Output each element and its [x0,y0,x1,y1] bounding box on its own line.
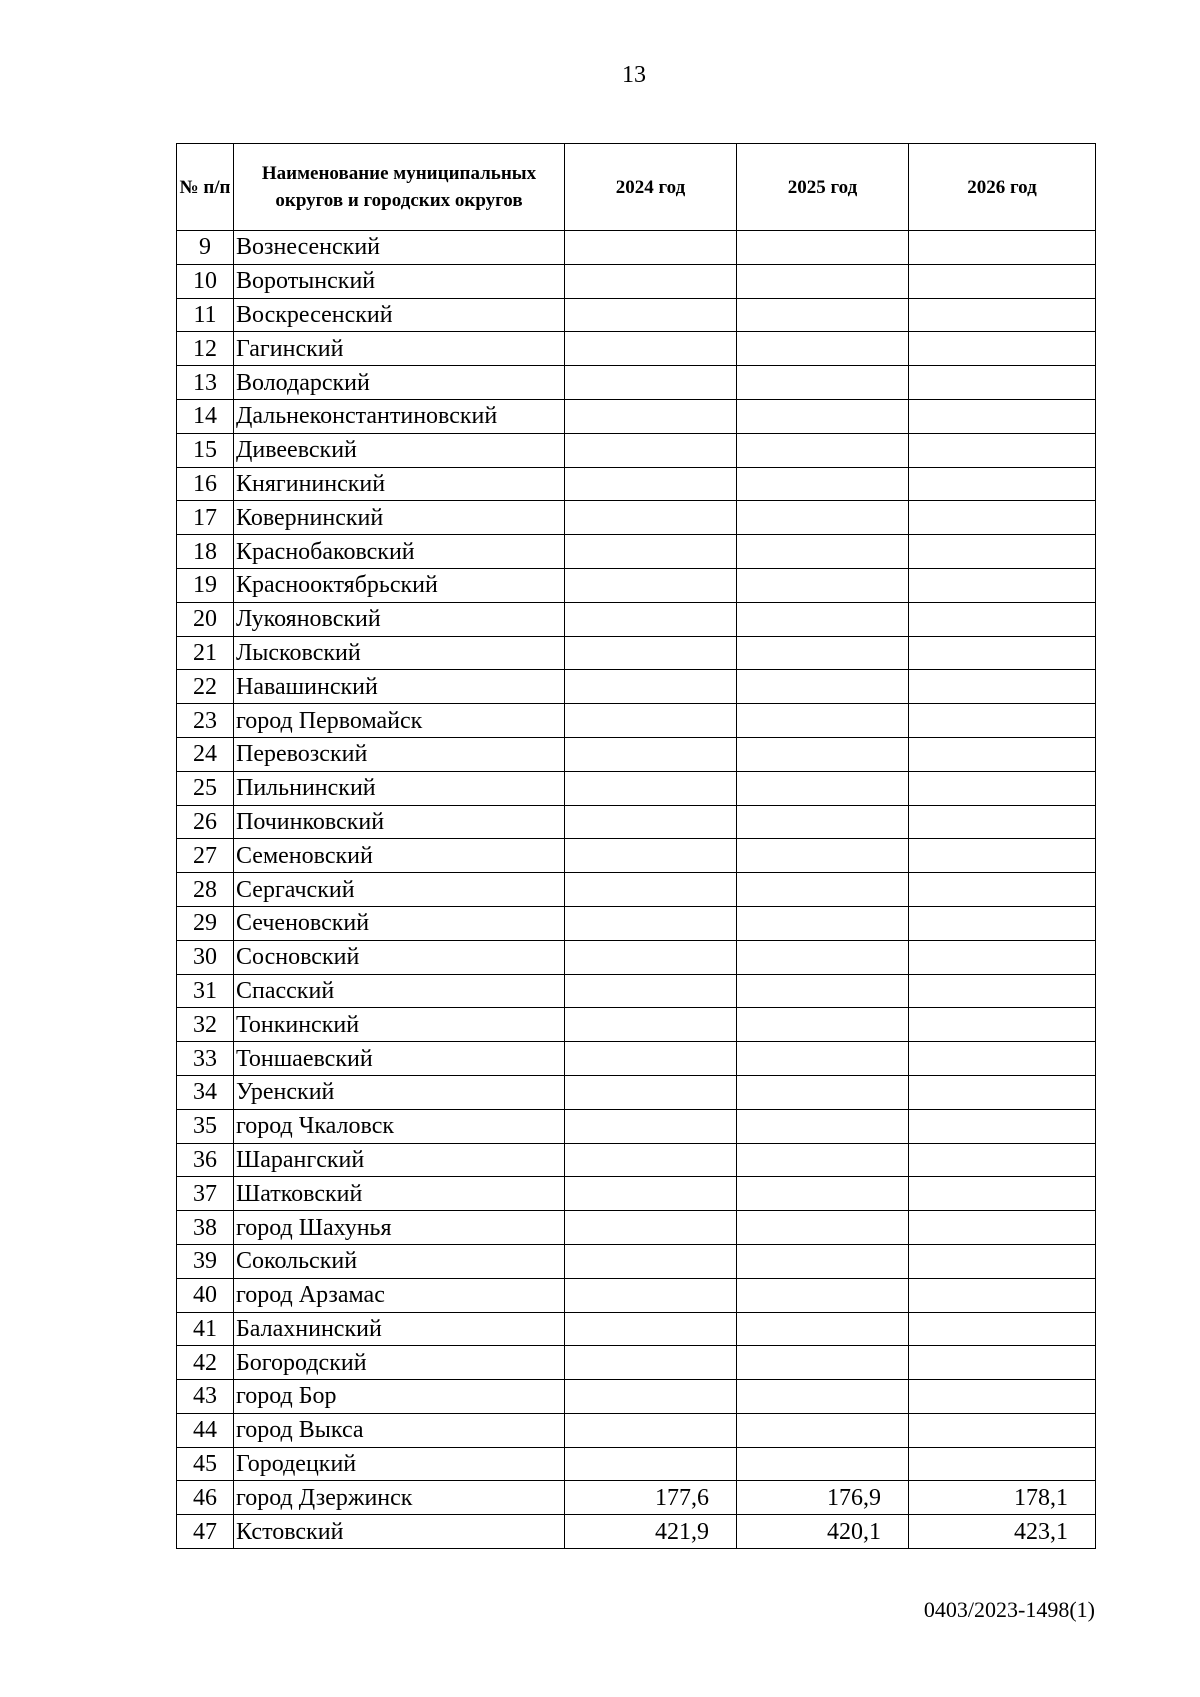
value-2025 [737,670,909,704]
value-2026: 423,1 [909,1515,1096,1549]
table-row [177,1413,1096,1447]
value-2026 [909,1109,1096,1143]
allocation-table [176,143,1096,1549]
value-2025 [737,974,909,1008]
value-2025 [737,839,909,873]
value-2025 [737,433,909,467]
row-number: 11 [177,298,234,332]
municipality-name: Воскресенский [234,298,565,332]
value-2026 [909,264,1096,298]
table-row [177,467,1096,501]
municipality-name: Сергачский [234,873,565,907]
value-2026 [909,1413,1096,1447]
value-2024 [565,704,737,738]
row-number: 20 [177,602,234,636]
value-2025 [737,1109,909,1143]
value-2025 [737,1177,909,1211]
value-2024 [565,1278,737,1312]
row-number: 38 [177,1211,234,1245]
value-2025 [737,704,909,738]
value-2026 [909,1177,1096,1211]
value-2024 [565,568,737,602]
municipality-name: город Дзержинск [234,1481,565,1515]
value-2024 [565,906,737,940]
table-row [177,737,1096,771]
municipality-name: Пильнинский [234,771,565,805]
table-body [177,231,1096,1549]
row-number: 27 [177,839,234,873]
value-2024 [565,1244,737,1278]
value-2024 [565,1380,737,1414]
value-2026 [909,467,1096,501]
municipality-name: Сокольский [234,1244,565,1278]
value-2024: 421,9 [565,1515,737,1549]
table-row [177,231,1096,265]
value-2025 [737,264,909,298]
value-2026 [909,399,1096,433]
row-number: 9 [177,231,234,265]
value-2026 [909,433,1096,467]
header-name: Наименование муниципальных округов и городских округов [234,144,565,231]
value-2026 [909,1447,1096,1481]
value-2024 [565,1008,737,1042]
table-row [177,906,1096,940]
table-row [177,535,1096,569]
row-number: 31 [177,974,234,1008]
table-row [177,1143,1096,1177]
row-number: 12 [177,332,234,366]
value-2026 [909,231,1096,265]
table-row [177,1278,1096,1312]
value-2025 [737,1380,909,1414]
municipality-name: город Шахунья [234,1211,565,1245]
header-2026: 2026 год [909,144,1096,231]
value-2026 [909,332,1096,366]
value-2024 [565,940,737,974]
row-number: 19 [177,568,234,602]
row-number: 34 [177,1075,234,1109]
municipality-name: Починковский [234,805,565,839]
table-row [177,1346,1096,1380]
row-number: 29 [177,906,234,940]
table-row [177,1008,1096,1042]
value-2025 [737,805,909,839]
value-2024 [565,433,737,467]
municipality-name: Краснобаковский [234,535,565,569]
value-2025 [737,873,909,907]
page-number: 13 [622,62,646,88]
table-row [177,670,1096,704]
value-2024 [565,231,737,265]
municipality-name: Шарангский [234,1143,565,1177]
row-number: 13 [177,366,234,400]
row-number: 24 [177,737,234,771]
value-2026 [909,1042,1096,1076]
table-row [177,1211,1096,1245]
value-2026 [909,1312,1096,1346]
header-2025: 2025 год [737,144,909,231]
municipality-name: Тонкинский [234,1008,565,1042]
value-2024 [565,1177,737,1211]
row-number: 47 [177,1515,234,1549]
value-2026 [909,771,1096,805]
value-2025 [737,771,909,805]
row-number: 23 [177,704,234,738]
value-2024: 177,6 [565,1481,737,1515]
table-row [177,1380,1096,1414]
municipality-name: Княгининский [234,467,565,501]
value-2026 [909,704,1096,738]
table-row [177,1515,1096,1549]
municipality-name: Семеновский [234,839,565,873]
table-row [177,1312,1096,1346]
row-number: 30 [177,940,234,974]
row-number: 42 [177,1346,234,1380]
municipality-name: Ковернинский [234,501,565,535]
value-2026 [909,366,1096,400]
municipality-name: Лысковский [234,636,565,670]
row-number: 39 [177,1244,234,1278]
value-2024 [565,670,737,704]
value-2025 [737,501,909,535]
value-2025 [737,602,909,636]
table-row [177,366,1096,400]
municipality-name: Вознесенский [234,231,565,265]
row-number: 44 [177,1413,234,1447]
value-2026 [909,602,1096,636]
municipality-name: Перевозский [234,737,565,771]
municipality-name: Богородский [234,1346,565,1380]
value-2025 [737,332,909,366]
value-2025 [737,1211,909,1245]
value-2024 [565,1312,737,1346]
municipality-name: город Первомайск [234,704,565,738]
value-2024 [565,399,737,433]
municipality-name: Спасский [234,974,565,1008]
value-2025 [737,399,909,433]
value-2025 [737,568,909,602]
value-2026 [909,1075,1096,1109]
value-2024 [565,974,737,1008]
table-row [177,1244,1096,1278]
table-row [177,433,1096,467]
value-2026 [909,737,1096,771]
table-row [177,399,1096,433]
value-2026 [909,805,1096,839]
value-2025 [737,1413,909,1447]
municipality-name: Краснооктябрьский [234,568,565,602]
value-2025: 176,9 [737,1481,909,1515]
table-row [177,501,1096,535]
value-2025 [737,636,909,670]
row-number: 36 [177,1143,234,1177]
municipality-name: Лукояновский [234,602,565,636]
value-2026 [909,1346,1096,1380]
value-2024 [565,1447,737,1481]
row-number: 22 [177,670,234,704]
table-row [177,602,1096,636]
municipality-name: Дивеевский [234,433,565,467]
value-2026 [909,535,1096,569]
table-row [177,839,1096,873]
table-row [177,873,1096,907]
value-2025: 420,1 [737,1515,909,1549]
value-2025 [737,906,909,940]
value-2025 [737,1244,909,1278]
value-2024 [565,771,737,805]
row-number: 35 [177,1109,234,1143]
table-row [177,298,1096,332]
value-2026 [909,1380,1096,1414]
row-number: 17 [177,501,234,535]
municipality-name: Воротынский [234,264,565,298]
table-row [177,704,1096,738]
municipality-name: Навашинский [234,670,565,704]
municipality-name: Кстовский [234,1515,565,1549]
value-2026 [909,1211,1096,1245]
municipality-name: город Арзамас [234,1278,565,1312]
row-number: 46 [177,1481,234,1515]
value-2024 [565,636,737,670]
value-2024 [565,737,737,771]
row-number: 43 [177,1380,234,1414]
municipality-name: Сосновский [234,940,565,974]
value-2024 [565,1211,737,1245]
value-2024 [565,1143,737,1177]
row-number: 16 [177,467,234,501]
value-2025 [737,535,909,569]
table-row [177,805,1096,839]
row-number: 41 [177,1312,234,1346]
value-2024 [565,467,737,501]
row-number: 26 [177,805,234,839]
value-2025 [737,1346,909,1380]
row-number: 10 [177,264,234,298]
value-2026 [909,568,1096,602]
value-2024 [565,1413,737,1447]
row-number: 28 [177,873,234,907]
table-row [177,1109,1096,1143]
value-2024 [565,1346,737,1380]
value-2025 [737,1042,909,1076]
value-2025 [737,298,909,332]
value-2024 [565,1075,737,1109]
value-2026 [909,1143,1096,1177]
value-2024 [565,332,737,366]
value-2024 [565,805,737,839]
table-row [177,568,1096,602]
value-2024 [565,839,737,873]
value-2024 [565,501,737,535]
value-2024 [565,873,737,907]
municipality-name: Шатковский [234,1177,565,1211]
value-2026 [909,670,1096,704]
value-2025 [737,940,909,974]
value-2026 [909,906,1096,940]
municipality-name: Тоншаевский [234,1042,565,1076]
value-2026 [909,1244,1096,1278]
value-2025 [737,1278,909,1312]
row-number: 37 [177,1177,234,1211]
table-header-row [177,144,1096,231]
value-2026 [909,974,1096,1008]
value-2026 [909,636,1096,670]
value-2025 [737,1312,909,1346]
row-number: 40 [177,1278,234,1312]
table-row [177,1042,1096,1076]
row-number: 33 [177,1042,234,1076]
value-2024 [565,264,737,298]
row-number: 21 [177,636,234,670]
row-number: 32 [177,1008,234,1042]
value-2026 [909,873,1096,907]
document-number: 0403/2023-1498(1) [923,1597,1095,1622]
value-2024 [565,298,737,332]
value-2025 [737,1447,909,1481]
municipality-name: город Бор [234,1380,565,1414]
value-2024 [565,366,737,400]
value-2025 [737,1075,909,1109]
municipality-name: Городецкий [234,1447,565,1481]
table-row [177,264,1096,298]
table-row [177,1177,1096,1211]
value-2026 [909,940,1096,974]
row-number: 25 [177,771,234,805]
value-2025 [737,366,909,400]
value-2024 [565,602,737,636]
value-2025 [737,467,909,501]
value-2025 [737,1143,909,1177]
municipality-name: Уренский [234,1075,565,1109]
value-2026 [909,1008,1096,1042]
table-row [177,940,1096,974]
value-2026 [909,1278,1096,1312]
table-row [177,1447,1096,1481]
value-2025 [737,1008,909,1042]
value-2024 [565,1109,737,1143]
table-row [177,771,1096,805]
table-row [177,974,1096,1008]
value-2026: 178,1 [909,1481,1096,1515]
municipality-name: Гагинский [234,332,565,366]
header-2024: 2024 год [565,144,737,231]
value-2025 [737,737,909,771]
municipality-name: Володарский [234,366,565,400]
value-2025 [737,231,909,265]
municipality-name: Балахнинский [234,1312,565,1346]
value-2026 [909,298,1096,332]
municipality-name: город Чкаловск [234,1109,565,1143]
municipality-name: Сеченовский [234,906,565,940]
value-2026 [909,839,1096,873]
table-row [177,636,1096,670]
header-num: № п/п [177,144,234,231]
municipality-name: город Выкса [234,1413,565,1447]
municipality-name: Дальнеконстантиновский [234,399,565,433]
row-number: 15 [177,433,234,467]
table-row [177,1075,1096,1109]
value-2024 [565,535,737,569]
table-row [177,1481,1096,1515]
row-number: 18 [177,535,234,569]
row-number: 45 [177,1447,234,1481]
value-2024 [565,1042,737,1076]
value-2026 [909,501,1096,535]
table-row [177,332,1096,366]
row-number: 14 [177,399,234,433]
